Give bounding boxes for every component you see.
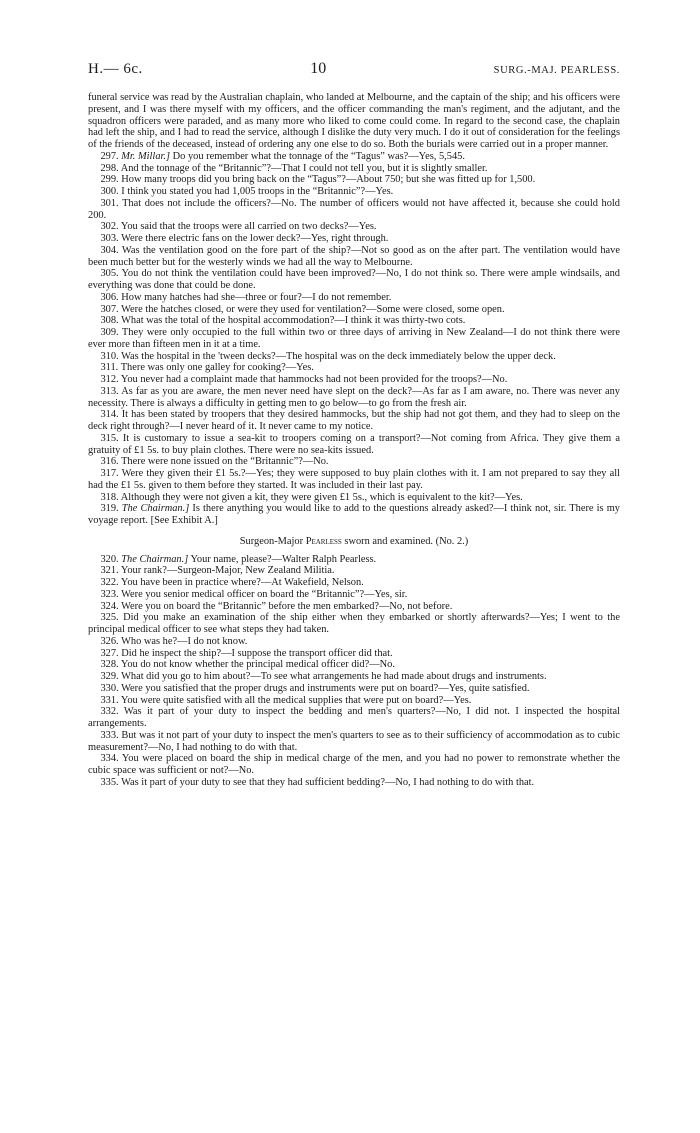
question-number: 335. xyxy=(100,776,119,788)
question-number: 321. xyxy=(100,565,119,577)
paragraph xyxy=(88,456,620,468)
question-number: 297. xyxy=(100,150,119,162)
paragraph-text: Although they were not given a kit, they were given £1 5s., which is equivalent to the kit?—Yes. xyxy=(120,491,523,503)
question-number: 327. xyxy=(100,647,119,659)
question-number: 302. xyxy=(100,221,119,233)
paragraph xyxy=(88,468,620,492)
paragraph-text: I think you stated you had 1,005 troops in the “Britannic”?—Yes. xyxy=(121,186,394,197)
question-number: 303. xyxy=(100,233,119,244)
paragraph xyxy=(88,636,620,648)
paragraph-text: That does not include the officers?—No. The number of officers would not have affected it, because she could hold 200. xyxy=(88,197,621,221)
question-number: 308. xyxy=(100,315,119,327)
paragraph-text: As far as you are aware, the men never need have slept on the deck?—As far as I am aware, no. There was never any necessity. There is always a difficulty in getting men to go below—to go from the fresh air. xyxy=(88,385,620,409)
paragraph-text: Were there electric fans on the lower deck?—Yes, right through. xyxy=(121,233,389,244)
question-number: 334. xyxy=(100,753,119,765)
paragraph xyxy=(88,777,620,789)
page-header xyxy=(88,60,620,78)
paragraph xyxy=(88,659,620,671)
page-number: 10 xyxy=(310,60,327,77)
question-number: 316. xyxy=(100,456,119,468)
question-number: 313. xyxy=(100,385,119,397)
question-number: 299. xyxy=(100,174,119,186)
question-number: 298. xyxy=(100,162,119,174)
paragraph-text: Was it part of your duty to see that they had sufficient bedding?—No, I had nothing to do with that. xyxy=(121,776,535,788)
paragraph-text: What was the total of the hospital accommodation?—I think it was thirty-two cots. xyxy=(121,315,466,327)
question-number: 312. xyxy=(100,374,119,385)
paragraph xyxy=(88,315,620,327)
question-number: 317. xyxy=(100,468,119,479)
paragraph xyxy=(88,492,620,504)
question-number: 332. xyxy=(100,706,119,718)
paragraph-text: You said that the troops were all carried on two decks?—Yes. xyxy=(120,221,377,233)
paragraph-text: You have been in practice where?—At Wakefield, Nelson. xyxy=(120,577,364,588)
question-number: 314. xyxy=(100,409,119,421)
running-head: SURG.-MAJ. PEARLESS. xyxy=(493,65,620,76)
paragraph-text: But was it not part of your duty to inspect the men's quarters to see as to their sufficiency of accommodation as to cubic measurement?—No, I had nothing to do with that. xyxy=(88,729,620,753)
question-number: 333. xyxy=(100,729,119,741)
paragraph-text: You never had a complaint made that hammocks had not been provided for the troops?—No. xyxy=(120,374,508,385)
paragraph-text: Did he inspect the ship?—I suppose the transport officer did that. xyxy=(121,647,393,659)
paragraph xyxy=(88,221,620,233)
paragraph xyxy=(88,577,620,589)
paragraph-text: Was it part of your duty to inspect the bedding and men's quarters?—No, I did not. I inspected the hospital arrangements. xyxy=(88,706,620,729)
paragraph xyxy=(88,233,620,245)
paragraph xyxy=(88,695,620,707)
question-number: 324. xyxy=(100,600,119,612)
paragraph xyxy=(88,589,620,601)
speaker: The Chairman.] xyxy=(121,503,190,515)
paragraph xyxy=(88,374,620,386)
paragraph xyxy=(88,409,620,433)
question-number: 315. xyxy=(100,432,119,444)
question-number: 330. xyxy=(100,682,119,694)
paragraph xyxy=(88,683,620,695)
paragraph xyxy=(88,245,620,269)
paragraph-text: Do you remember what the tonnage of the “Tagus” was?—Yes, 5,545. xyxy=(172,150,465,162)
paragraph xyxy=(88,292,620,304)
evidence-block-1 xyxy=(88,92,620,527)
paragraph-text: What did you go to him about?—To see what arrangements he had made about drugs and instruments. xyxy=(121,671,547,682)
paragraph-text: Who was he?—I do not know. xyxy=(121,635,248,647)
question-number: 322. xyxy=(100,577,119,588)
paragraph-text: Was the hospital in the 'tween decks?—The hospital was on the deck immediately below the upper deck. xyxy=(121,350,556,362)
paragraph xyxy=(88,565,620,577)
paragraph-text: And the tonnage of the “Britannic”?—That I could not tell you, but it is slightly smaller. xyxy=(120,162,488,174)
paragraph-text: How many hatches had she—three or four?—I do not remember. xyxy=(121,291,392,303)
paragraph-text: Were the hatches closed, or were they used for ventilation?—Some were closed, some open. xyxy=(121,303,505,315)
paragraph xyxy=(88,351,620,363)
paragraph xyxy=(88,671,620,683)
question-number: 306. xyxy=(100,291,119,303)
document-body xyxy=(88,92,620,789)
question-number: 311. xyxy=(100,362,119,374)
question-number: 310. xyxy=(100,350,119,362)
paragraph xyxy=(88,601,620,613)
paragraph xyxy=(88,268,620,292)
paragraph-text: funeral service was read by the Australian chaplain, who landed at Melbourne, and the captain of the ship; and his officers were present, and I was there myself with my officers, and the officer commanding the man's regiment, and the adjutant, and the squadron officers were paraded, and as many more who liked to come could come. In regard to the second case, the chaplain had left the ship, and I had to read the service, although I dislike the duty very much. I do it out of consideration for the feelings of the friends of the deceased, instead of ordering any one else to do so. Both the burials were carried out in a proper manner. xyxy=(88,92,620,150)
question-number: 325. xyxy=(100,612,119,624)
paragraph xyxy=(88,648,620,660)
question-number: 305. xyxy=(100,268,119,280)
question-number: 300. xyxy=(100,186,119,197)
paragraph-text: You do not think the ventilation could have been improved?—No, I do not think so. There were ample windsails, and everything was done that could be done. xyxy=(88,268,620,291)
section-heading: Surgeon-Major Pearless sworn and examined. (No. 2.) xyxy=(239,535,469,547)
paragraph xyxy=(88,304,620,316)
paragraph xyxy=(88,554,620,566)
paragraph-text: You were quite satisfied with all the medical supplies that were put on board?—Yes. xyxy=(120,694,472,706)
paragraph xyxy=(88,362,620,374)
question-number: 307. xyxy=(100,303,119,315)
speaker: The Chairman.] xyxy=(121,553,189,565)
paragraph-text: Did you make an examination of the ship either when they embarked or shortly afterwards?—Yes; I went to the principal medical officer to see what steps they had taken. xyxy=(88,612,620,635)
question-number: 301. xyxy=(100,197,119,209)
paragraph xyxy=(88,198,620,222)
paragraph-text: Were you senior medical officer on board the “Britannic”?—Yes, sir. xyxy=(121,588,408,600)
question-number: 326. xyxy=(100,635,119,647)
paragraph-text: How many troops did you bring back on the “Tagus”?—About 750; but she was fitted up for 1,500. xyxy=(121,174,536,186)
paragraph-text: Were you on board the “Britannic” before the men embarked?—No, not before. xyxy=(121,600,453,612)
paragraph xyxy=(88,386,620,410)
question-number: 329. xyxy=(100,671,119,682)
question-number: 323. xyxy=(100,588,119,600)
paragraph xyxy=(88,151,620,163)
paragraph-text: You were placed on board the ship in medical charge of the men, and you had no power to remonstrate whether the cubic space was sufficient or not?—No. xyxy=(88,753,621,776)
question-number: 309. xyxy=(100,327,119,338)
question-number: 320. xyxy=(100,553,119,565)
paragraph-text: You do not know whether the principal medical officer did?—No. xyxy=(120,659,395,671)
paragraph xyxy=(88,503,620,527)
evidence-block-2 xyxy=(88,554,620,789)
speaker: Mr. Millar.] xyxy=(121,150,171,162)
paragraph-text: They were only occupied to the full within two or three days of arriving in New Zealand—I do not think there were ever more than fifteen men in it at a time. xyxy=(88,327,621,350)
question-number: 318. xyxy=(100,491,119,503)
paragraph xyxy=(88,186,620,198)
question-number: 331. xyxy=(100,694,119,706)
paragraph-text: Your rank?—Surgeon-Major, New Zealand Militia. xyxy=(120,565,335,577)
paragraph xyxy=(88,163,620,175)
paragraph-text: There was only one galley for cooking?—Yes. xyxy=(120,362,314,374)
paragraph xyxy=(88,612,620,636)
paragraph xyxy=(88,92,620,151)
paragraph-text: It is customary to issue a sea-kit to troopers coming on a transport?—Not coming from Africa. They give them a gratuity of £1 5s. to buy plain clothes. There were no sea-kits issued. xyxy=(88,432,620,456)
paragraph-text: Were they given their £1 5s.?—Yes; they were supposed to buy plain clothes with it. I am not prepared to say they all had the £1 5s. given to them before they started. It was included in their last pay. xyxy=(88,468,620,491)
paragraph-text: Were you satisfied that the proper drugs and instruments were put on board?—Yes, quite satisfied. xyxy=(121,682,530,694)
paragraph-text: Your name, please?—Walter Ralph Pearless. xyxy=(190,553,377,565)
question-number: 304. xyxy=(100,244,119,256)
paragraph xyxy=(88,174,620,186)
paragraph-text: There were none issued on the “Britannic”?—No. xyxy=(121,456,329,468)
paragraph-text: Is there anything you would like to add to the questions already asked?—I think not, sir. There is my voyage report. [See Exhibit A.] xyxy=(88,503,620,526)
document-reference: H.— 6c. xyxy=(88,61,143,77)
paragraph-text: It has been stated by troopers that they desired hammocks, but the ship had not got them, and they had to sleep on the deck right through?—I never heard of it. It never came to my notice. xyxy=(88,409,620,432)
paragraph xyxy=(88,433,620,457)
question-number: 328. xyxy=(100,659,119,671)
paragraph xyxy=(88,730,620,754)
question-number: 319. xyxy=(100,503,119,515)
paragraph xyxy=(88,753,620,777)
paragraph xyxy=(88,327,620,351)
paragraph xyxy=(88,706,620,730)
paragraph-text: Was the ventilation good on the fore part of the ship?—Not so good as on the after part. The ventilation would have been much better but for the westerly winds we had all the way to Melbourne. xyxy=(88,244,620,268)
